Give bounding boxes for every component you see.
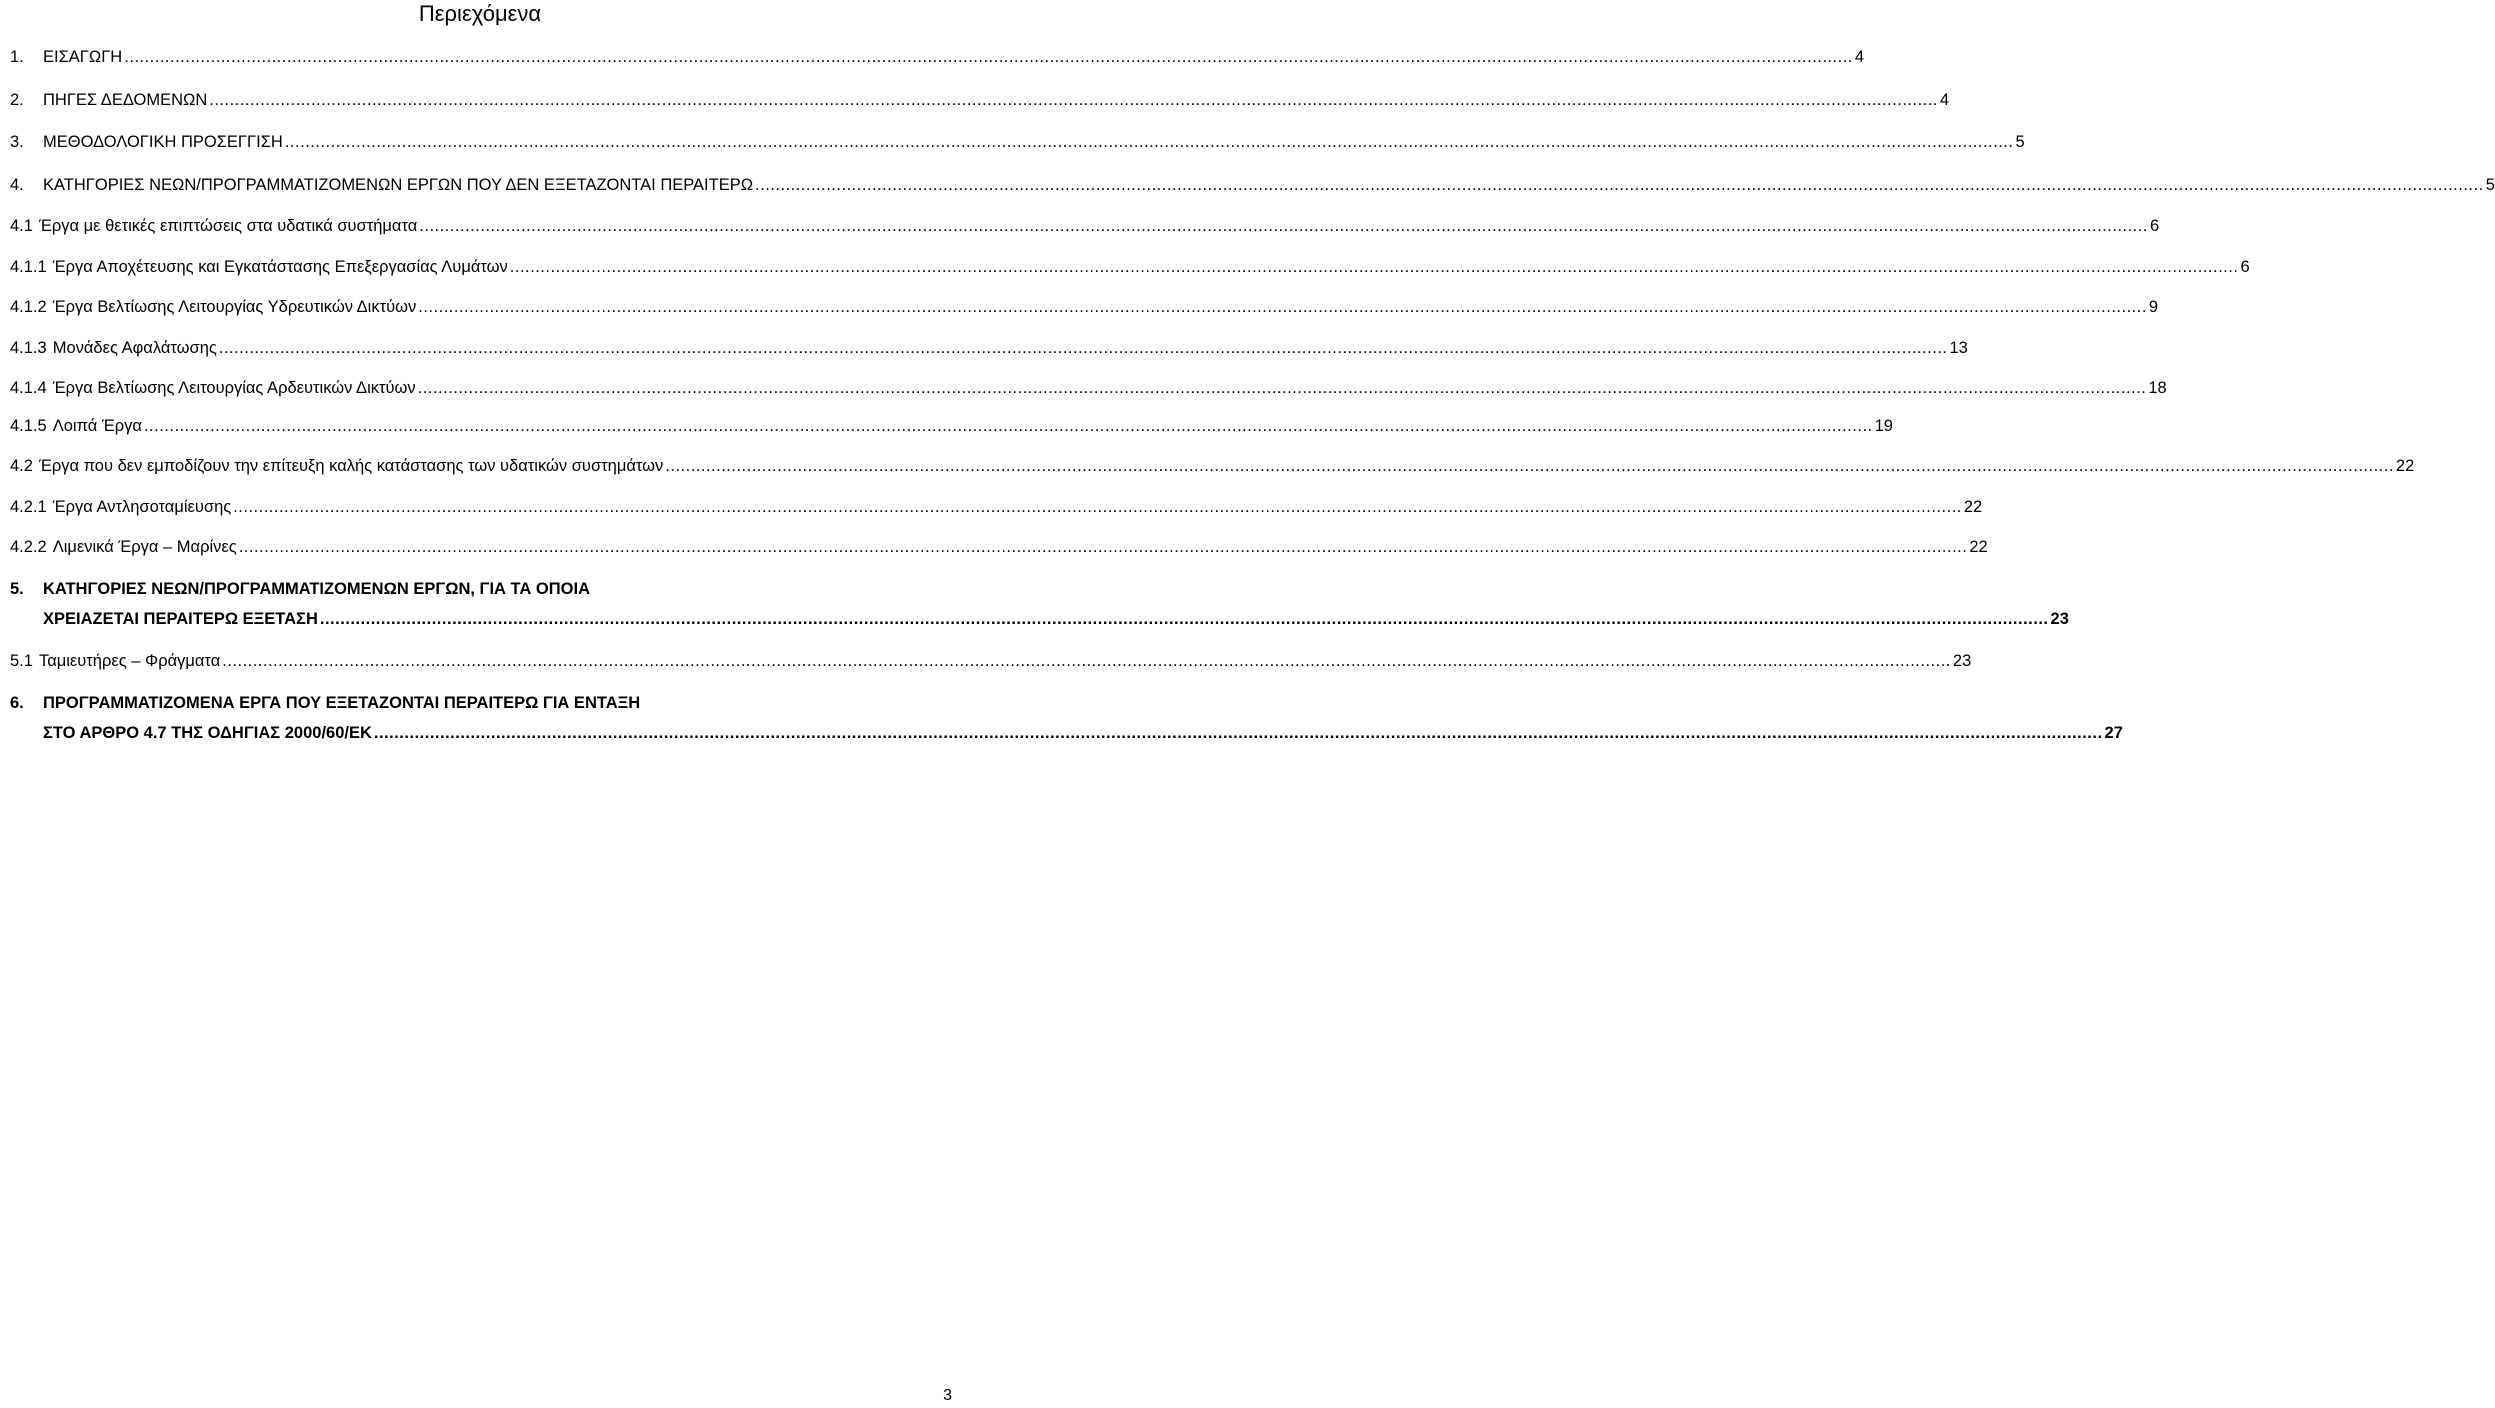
toc-entry-text: ΜΕΘΟΔΟΛΟΓΙΚΗ ΠΡΟΣΕΓΓΙΣΗ xyxy=(43,133,283,151)
toc-entry-number: 4.1.5 xyxy=(10,417,47,435)
toc-entry-4-1-5[interactable] xyxy=(10,411,1893,441)
toc-entry-number: 4.1.2 xyxy=(10,298,47,316)
toc-entry-4-2-2[interactable] xyxy=(10,532,1988,562)
toc-entry-text-line2: ΣΤΟ ΑΡΘΡΟ 4.7 ΤΗΣ ΟΔΗΓΙΑΣ 2000/60/ΕΚ xyxy=(43,724,372,742)
toc-entry-page: 19 xyxy=(1874,417,1893,435)
toc-entry-1[interactable] xyxy=(10,42,1865,72)
toc-entry-text: Ταμιευτήρες – Φράγματα xyxy=(38,652,221,670)
toc-entry-4-2-1[interactable] xyxy=(10,492,1983,522)
toc-entry-number: 4.2.2 xyxy=(10,538,47,556)
dot-leader xyxy=(419,211,2148,241)
toc-entry-number: 4.2 xyxy=(10,457,33,475)
toc-entry-6-continuation[interactable] xyxy=(43,718,2123,748)
toc-entry-page: 22 xyxy=(1963,498,1983,516)
toc-entry-number: 4.1.4 xyxy=(10,379,47,397)
dot-leader xyxy=(418,373,2147,403)
toc-entry-number: 3. xyxy=(10,133,24,151)
toc-entry-text: Έργα που δεν εμποδίζουν την επίτευξη καλής κατάστασης των υδατικών συστημάτων xyxy=(38,457,664,475)
toc-entry-4[interactable] xyxy=(10,170,2495,200)
toc-entry-number: 2. xyxy=(10,91,24,109)
toc-entry-text: Έργα Βελτίωσης Λειτουργίας Υδρευτικών Δικτύων xyxy=(52,298,417,316)
toc-entry-text: ΕΙΣΑΓΩΓΗ xyxy=(43,48,123,66)
toc-entry-2[interactable] xyxy=(10,85,1950,115)
dot-leader xyxy=(209,85,1938,115)
dot-leader xyxy=(510,252,2239,282)
toc-entry-page: 5 xyxy=(2015,133,2025,151)
toc-entry-text: Λιμενικά Έργα – Μαρίνες xyxy=(52,538,237,556)
toc-entry-page: 4 xyxy=(1854,48,1865,66)
dot-leader xyxy=(665,451,2394,481)
toc-entry-text: Έργα Αποχέτευσης και Εγκατάστασης Επεξεργασίας Λυμάτων xyxy=(52,258,508,276)
dot-leader xyxy=(219,333,1948,363)
dot-leader xyxy=(222,646,1951,676)
toc-entry-text: Έργα Αντλησοταμίευσης xyxy=(52,498,232,516)
toc-entry-4-1-1[interactable] xyxy=(10,252,2250,282)
toc-entry-text: Έργα με θετικές επιπτώσεις στα υδατικά συστήματα xyxy=(38,217,418,235)
toc-entry-page: 6 xyxy=(2149,217,2160,235)
toc-entry-4-1[interactable] xyxy=(10,211,2160,241)
dot-leader xyxy=(233,492,1962,522)
toc-entry-number: 4.1.1 xyxy=(10,258,47,276)
dot-leader xyxy=(320,604,2049,634)
toc-entry-page: 4 xyxy=(1939,91,1950,109)
toc-entry-4-1-3[interactable] xyxy=(10,333,1968,363)
toc-entry-text: ΠΗΓΕΣ ΔΕΔΟΜΕΝΩΝ xyxy=(43,91,208,109)
dot-leader xyxy=(239,532,1968,562)
toc-entry-page: 22 xyxy=(2395,457,2415,475)
toc-entry-page: 27 xyxy=(2104,724,2123,742)
toc-entry-page: 18 xyxy=(2148,379,2167,397)
toc-entry-number: 5. xyxy=(10,580,24,598)
toc-entry-number: 1. xyxy=(10,48,24,66)
toc-entry-number: 4. xyxy=(10,176,24,194)
dot-leader xyxy=(374,718,2103,748)
toc-entry-5[interactable] xyxy=(10,574,953,604)
toc-entry-page: 6 xyxy=(2240,258,2250,276)
dot-leader xyxy=(755,170,2484,200)
dot-leader xyxy=(124,42,1853,72)
toc-entry-text-line2: ΧΡΕΙΑΖΕΤΑΙ ΠΕΡΑΙΤΕΡΩ ΕΞΕΤΑΣΗ xyxy=(43,610,318,628)
toc-entry-text-line1: ΠΡΟΓΡΑΜΜΑΤΙΖΟΜΕΝΑ ΕΡΓΑ ΠΟΥ ΕΞΕΤΑΖΟΝΤΑΙ ΠΕΡΑΙΤΕΡΩ ΓΙΑ ΕΝΤΑΞΗ xyxy=(43,694,641,712)
toc-entry-5-continuation[interactable] xyxy=(43,604,2069,634)
toc-entry-text: Μονάδες Αφαλάτωσης xyxy=(52,339,217,357)
dot-leader xyxy=(144,411,1873,441)
toc-entry-text: ΚΑΤΗΓΟΡΙΕΣ ΝΕΩΝ/ΠΡΟΓΡΑΜΜΑΤΙΖΟΜΕΝΩΝ ΕΡΓΩΝ ΠΟΥ ΔΕΝ ΕΞΕΤΑΖΟΝΤΑΙ ΠΕΡΑΙΤΕΡΩ xyxy=(43,176,754,194)
toc-entry-text-line1: ΚΑΤΗΓΟΡΙΕΣ ΝΕΩΝ/ΠΡΟΓΡΑΜΜΑΤΙΖΟΜΕΝΩΝ ΕΡΓΩΝ, ΓΙΑ ΤΑ ΟΠΟΙΑ xyxy=(43,580,590,598)
toc-entry-4-1-2[interactable] xyxy=(10,292,2159,322)
toc-entry-page: 9 xyxy=(2148,298,2159,316)
toc-entry-4-1-4[interactable] xyxy=(10,373,2167,403)
toc-entry-6[interactable] xyxy=(10,688,953,718)
toc-entry-3[interactable] xyxy=(10,127,2025,157)
toc-entry-number: 4.2.1 xyxy=(10,498,47,516)
toc-entry-5-1[interactable] xyxy=(10,646,1972,676)
page-number: 3 xyxy=(943,1387,952,1404)
toc-entry-number: 4.1 xyxy=(10,217,33,235)
toc-entry-page: 13 xyxy=(1949,339,1968,357)
toc-entry-page: 23 xyxy=(1952,652,1972,670)
toc-entry-number: 4.1.3 xyxy=(10,339,47,357)
toc-entry-text: Έργα Βελτίωσης Λειτουργίας Αρδευτικών Δικτύων xyxy=(52,379,416,397)
toc-entry-number: 6. xyxy=(10,694,24,712)
toc-entry-page: 23 xyxy=(2050,610,2069,628)
toc-entry-page: 22 xyxy=(1969,538,1988,556)
toc-title: Περιεχόμενα xyxy=(418,1,542,26)
toc-entry-number: 5.1 xyxy=(10,652,33,670)
toc-entry-4-2[interactable] xyxy=(10,451,2415,481)
dot-leader xyxy=(418,292,2147,322)
dot-leader xyxy=(285,127,2014,157)
toc-entry-text: Λοιπά Έργα xyxy=(52,417,142,435)
toc-entry-page: 5 xyxy=(2485,176,2495,194)
